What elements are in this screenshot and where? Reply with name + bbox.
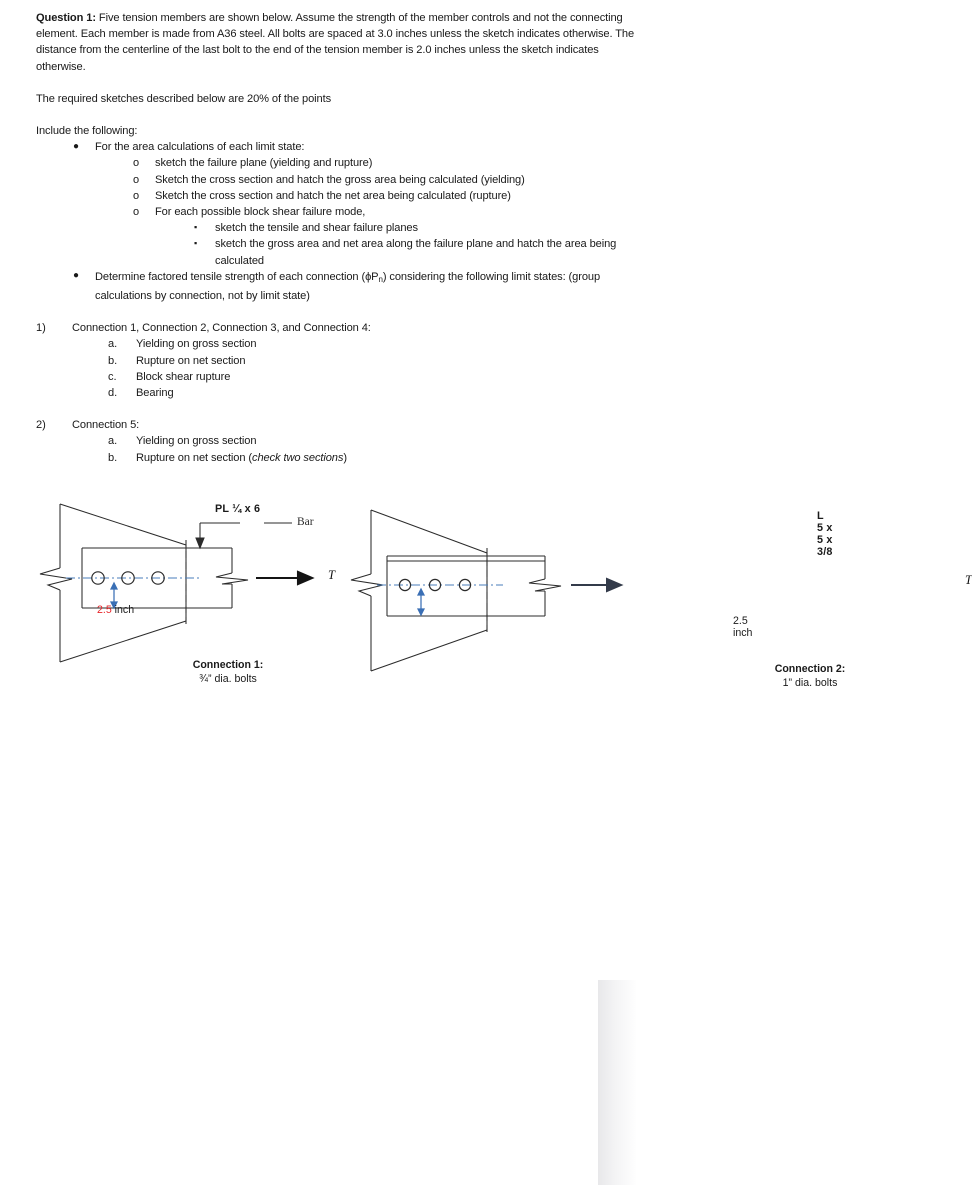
numbered-item-1: [36, 320, 636, 401]
alpha-item-text: Block shear rupture: [136, 370, 231, 383]
alpha-list-2: [108, 433, 636, 465]
document-text-column: [36, 10, 636, 466]
phi-pn-subscript: n: [378, 274, 383, 284]
alpha-item-text: Rupture on net section: [136, 354, 246, 367]
alpha-item-yielding-2: [108, 433, 636, 449]
gusset-plate-outline: [40, 504, 186, 662]
alpha-item-text: Yielding on gross section: [136, 435, 257, 448]
sub-bullet-list: [133, 155, 636, 268]
caption-connection-2: [730, 662, 890, 690]
edge-distance-label-1: [97, 604, 134, 616]
edge-distance-label-2: [733, 615, 752, 639]
numbered-list: [36, 320, 636, 401]
bar-label: Bar: [297, 516, 314, 528]
scan-margin: [636, 980, 665, 1185]
caption-subtitle: 1” dia. bolts: [782, 677, 838, 689]
bullet-marker-icon: ●: [73, 140, 79, 152]
sketch-note-paragraph: The required sketches described below are 20% of the points: [36, 92, 332, 105]
edge-distance-value: 2.5: [97, 604, 112, 616]
bullet-text-post: ) considering the following limit states: (group calculations by connection, not by limit state): [95, 270, 601, 303]
caption-connection-1: [148, 658, 308, 686]
sub-bullet-block-shear: [133, 204, 636, 269]
list-letter: d.: [108, 387, 118, 400]
list-letter: b.: [108, 451, 118, 464]
sub-bullet-text: Sketch the cross section and hatch the net area being calculated (rupture): [155, 189, 511, 202]
edge-distance-unit: inch: [111, 604, 135, 616]
alpha-item-text: Yielding on gross section: [136, 338, 257, 351]
sub-sub-bullet-list: [193, 220, 636, 269]
section-label-connection-2: L 5 x 5 x 3/8: [817, 510, 833, 558]
alpha-item-yielding: [108, 336, 636, 352]
square-bullet-icon: ▪: [194, 238, 198, 249]
alpha-item-rupture: [108, 353, 636, 369]
bullet-marker-icon: ●: [73, 270, 79, 282]
connection-1-drawing: [30, 490, 340, 670]
section-label-connection-1: PL ¼ x 6: [215, 503, 261, 515]
force-label-connection-2: T: [965, 573, 972, 587]
scan-smudge: [598, 980, 636, 1185]
edge-distance-unit: inch: [733, 627, 753, 639]
alpha-list-1: [108, 336, 636, 401]
caption-title: Connection 2:: [774, 663, 846, 675]
force-arrow-icon: [256, 572, 312, 584]
edge-distance-value: 2.5: [733, 615, 748, 627]
alpha-item-bearing: [108, 385, 636, 401]
subsub-bullet-gross-net-area: [193, 236, 636, 268]
sub-bullet-text: sketch the failure plane (yielding and rupture): [155, 157, 373, 170]
phi-pn-symbol: ϕP: [365, 270, 379, 283]
circle-bullet-icon: o: [133, 189, 140, 202]
square-bullet-icon: ▪: [194, 222, 198, 233]
spacer: [36, 107, 636, 123]
force-arrow-icon: [571, 579, 621, 591]
edge-distance-dimension: [418, 589, 424, 615]
circle-bullet-icon: o: [133, 157, 140, 170]
alpha-item-text: Rupture on net section (: [136, 451, 253, 464]
question-label: Question 1:: [36, 12, 96, 24]
sub-bullet-text: For each possible block shear failure mode,: [155, 206, 366, 219]
sub-bullet-failure-plane: [133, 155, 636, 171]
figure-connection-1: [30, 490, 340, 739]
alpha-item-italic: check two sections: [252, 451, 344, 464]
subsub-bullet-tensile-shear-planes: [193, 220, 636, 236]
question-paragraph: [36, 10, 636, 75]
caption-subtitle: ¾” dia. bolts: [199, 673, 257, 685]
numbered-item-text: Connection 5:: [72, 419, 140, 432]
caption-title: Connection 1:: [192, 659, 264, 671]
alpha-item-rupture-2: [108, 450, 636, 466]
connection-2-drawing: [335, 490, 665, 675]
list-letter: b.: [108, 354, 118, 367]
bullet-text: For the area calculations of each limit state:: [95, 141, 305, 154]
alpha-item-text-tail: ): [343, 451, 347, 464]
include-heading: Include the following:: [36, 125, 138, 138]
list-letter: a.: [108, 435, 118, 448]
list-letter: a.: [108, 338, 118, 351]
alpha-item-text: Bearing: [136, 387, 174, 400]
include-bullet-list: [73, 139, 636, 304]
circle-bullet-icon: o: [133, 173, 140, 186]
circle-bullet-icon: o: [133, 206, 140, 219]
sub-bullet-gross-area: [133, 172, 636, 188]
sub-bullet-net-area: [133, 188, 636, 204]
force-label-connection-1: T: [328, 568, 335, 582]
bar-leader-line: [196, 523, 292, 548]
sub-bullet-text: Sketch the cross section and hatch the gross area being calculated (yielding): [155, 173, 525, 186]
bullet-area-calculations: [73, 139, 636, 269]
bullet-text-pre: Determine factored tensile strength of each connection (: [95, 270, 366, 283]
list-number: 1): [36, 322, 46, 335]
numbered-item-text: Connection 1, Connection 2, Connection 3, and Connection 4:: [72, 322, 371, 335]
figures-area: [0, 490, 972, 739]
alpha-item-block-shear: [108, 369, 636, 385]
spacer: [36, 401, 636, 417]
bullet-factored-strength: [73, 269, 636, 304]
spacer: [36, 75, 636, 91]
subsub-bullet-text: sketch the tensile and shear failure planes: [215, 222, 418, 235]
numbered-list-2: [36, 417, 636, 466]
question-intro-text: Five tension members are shown below. Assume the strength of the member controls and not the connecting element. Each member is made from A36 steel. All bolts are spaced at 3.0 inches unless the sketch indicates otherwise. The distance from the centerline of the last bolt to the end of the tension member is 2.0 inches unless the sketch indicates otherwise.: [36, 12, 635, 73]
numbered-item-2: [36, 417, 636, 466]
angle-member-outline: [387, 556, 561, 616]
figure-connection-2: [335, 490, 972, 739]
list-letter: c.: [108, 370, 117, 383]
spacer: [36, 304, 636, 320]
subsub-bullet-text: sketch the gross area and net area along the failure plane and hatch the area being calculated: [215, 238, 617, 267]
list-number: 2): [36, 419, 46, 432]
